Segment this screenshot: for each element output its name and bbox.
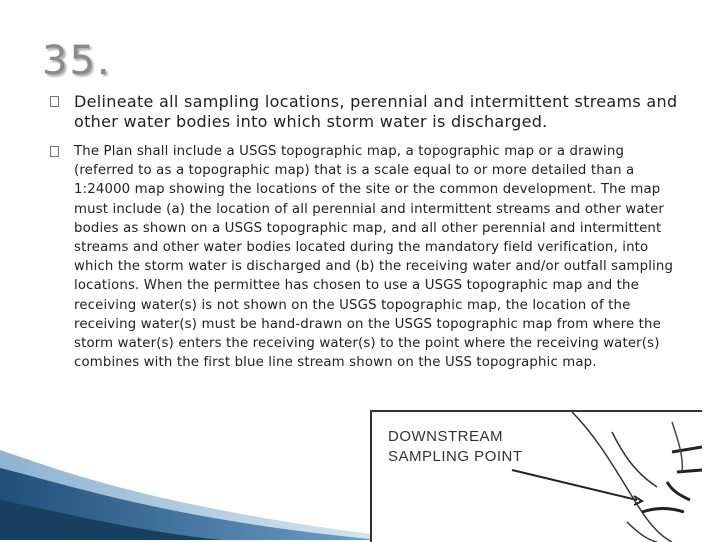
map-label-line1: DOWNSTREAM [388,428,503,445]
bullet-list [50,92,680,382]
bullet-text: The Plan shall include a USGS topographic map, a topographic map or a drawing (referred to as a topographic map) that is a scale equal to or more detailed than a 1:24000 map showing the locations of the site or the common development. The map must include (a) the location of all perennial and intermittent streams and other water bodies as shown on a USGS topographic map, and all other perennial and intermittent streams and other water bodies located during the mandatory field verification, into which the storm water is discharged and (b) the receiving water and/or outfall sampling locations. When the permittee has chosen to use a USGS topographic map and the receiving water(s) is not shown on the USGS topographic map, the location of the receiving water(s) must be hand-drawn on the USGS topographic map from where the storm water(s) enters the receiving water(s) to the point where the receiving water(s) combines with the first blue line stream shown on the USS topographic map. [74,144,674,371]
bullet-text: Delineate all sampling locations, perennial and intermittent streams and other water bodies into which storm water is discharged. [74,92,678,131]
map-figure [370,410,702,542]
slide-title: 35. [42,38,112,84]
bullet-box-icon [50,142,74,160]
decorative-ribbon [0,450,420,540]
bullet-item [50,142,680,372]
map-label-line2: SAMPLING POINT [388,448,523,465]
bullet-item [50,92,680,132]
map-drawing [372,412,702,542]
bullet-box-icon [50,92,74,110]
